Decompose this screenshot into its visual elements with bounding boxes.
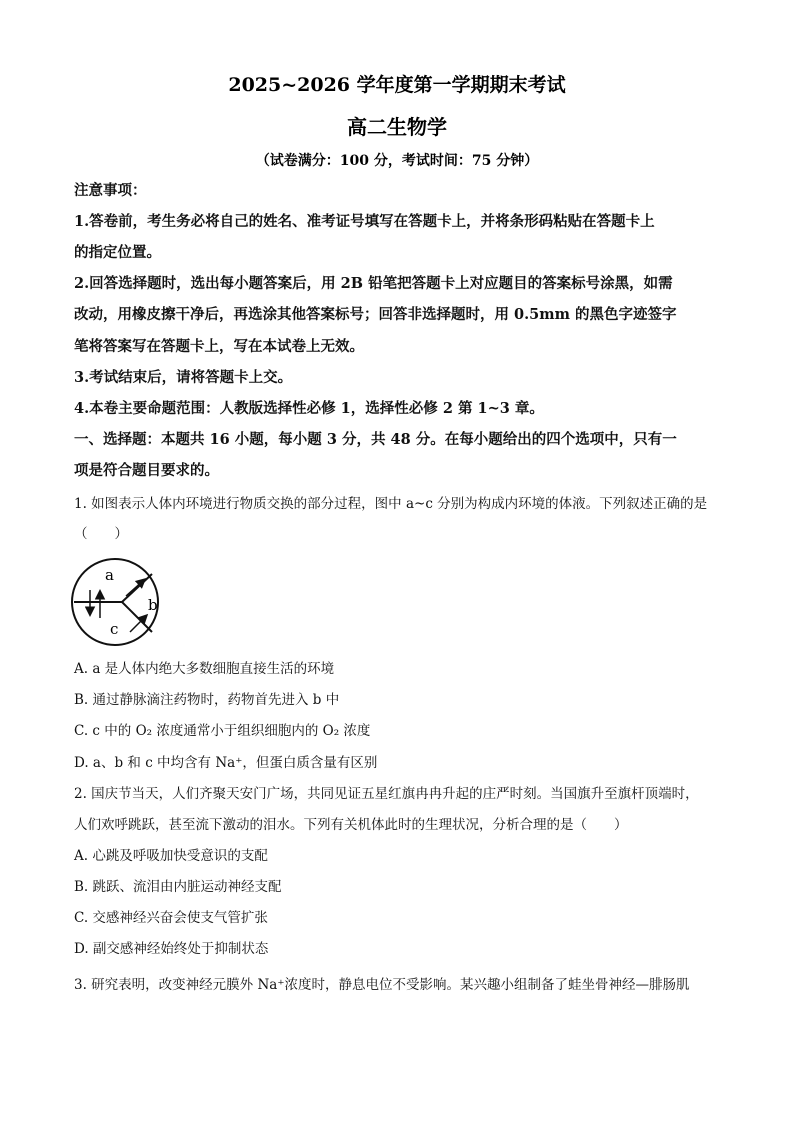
note-1-line-1: 1.答卷前，考生务必将自己的姓名、准考证号填写在答题卡上，并将条形码粘贴在答题卡上 — [74, 213, 655, 230]
notes-heading: 注意事项： — [74, 182, 147, 199]
section-1-instructions-line-1: 一、选择题：本题共 16 小题，每小题 3 分，共 48 分。在每小题给出的四个选项中，只有一 — [74, 431, 677, 448]
note-2-line-2: 改动，用橡皮擦干净后，再选涂其他答案标号；回答非选择题时，用 0.5mm 的黑色字迹签字 — [74, 306, 677, 323]
question-2-option-b: B. 跳跃、流泪由内脏运动神经支配 — [74, 879, 282, 895]
label-b: b — [148, 596, 158, 614]
question-1-option-a: A. a 是人体内绝大多数细胞直接生活的环境 — [74, 661, 335, 677]
question-1-option-d: D. a、b 和 c 中均含有 Na⁺，但蛋白质含量有区别 — [74, 755, 378, 771]
subject-title: 高二生物学 — [347, 115, 447, 139]
note-2-line-1: 2.回答选择题时，选出每小题答案后，用 2B 铅笔把答题卡上对应题目的答案标号涂黑，如需 — [74, 275, 673, 292]
label-a: a — [105, 566, 114, 584]
body-fluid-diagram — [70, 556, 160, 648]
note-1-line-2: 的指定位置。 — [74, 244, 161, 261]
question-1-option-b: B. 通过静脉滴注药物时，药物首先进入 b 中 — [74, 692, 340, 708]
section-1-instructions-line-2: 项是符合题目要求的。 — [74, 462, 219, 479]
question-1-option-c: C. c 中的 O₂ 浓度通常小于组织细胞内的 O₂ 浓度 — [74, 723, 371, 739]
question-2-stem-line-2: 人们欢呼跳跃，甚至流下激动的泪水。下列有关机体此时的生理状况，分析合理的是（ ） — [74, 817, 628, 833]
label-c: c — [110, 620, 119, 638]
arrow-to-a-icon — [126, 580, 144, 596]
exam-title: 2025~2026 学年度第一学期期末考试 — [228, 74, 566, 96]
question-2-stem-line-1: 2. 国庆节当天，人们齐聚天安门广场，共同见证五星红旗冉冉升起的庄严时刻。当国旗升至旗杆顶端时， — [74, 786, 699, 802]
note-4: 4.本卷主要命题范围：人教版选择性必修 1，选择性必修 2 第 1~3 章。 — [74, 400, 544, 417]
note-2-line-3: 笔将答案写在答题卡上，写在本试卷上无效。 — [74, 338, 364, 355]
note-3: 3.考试结束后，请将答题卡上交。 — [74, 369, 293, 386]
question-2-option-d: D. 副交感神经始终处于抑制状态 — [74, 941, 269, 957]
question-1-stem-line-1: 1. 如图表示人体内环境进行物质交换的部分过程，图中 a~c 分别为构成内环境的体液。下列叙述正确的是 — [74, 496, 708, 512]
question-2-option-a: A. 心跳及呼吸加快受意识的支配 — [74, 848, 268, 864]
question-2-option-c: C. 交感神经兴奋会使支气管扩张 — [74, 910, 268, 926]
question-1-stem-line-2: （ ） — [74, 526, 128, 542]
question-3-stem-line-1: 3. 研究表明，改变神经元膜外 Na⁺浓度时，静息电位不受影响。某兴趣小组制备了蛙坐骨神经—腓肠肌 — [74, 977, 690, 993]
exam-meta: （试卷满分：100 分，考试时间：75 分钟） — [255, 153, 539, 169]
